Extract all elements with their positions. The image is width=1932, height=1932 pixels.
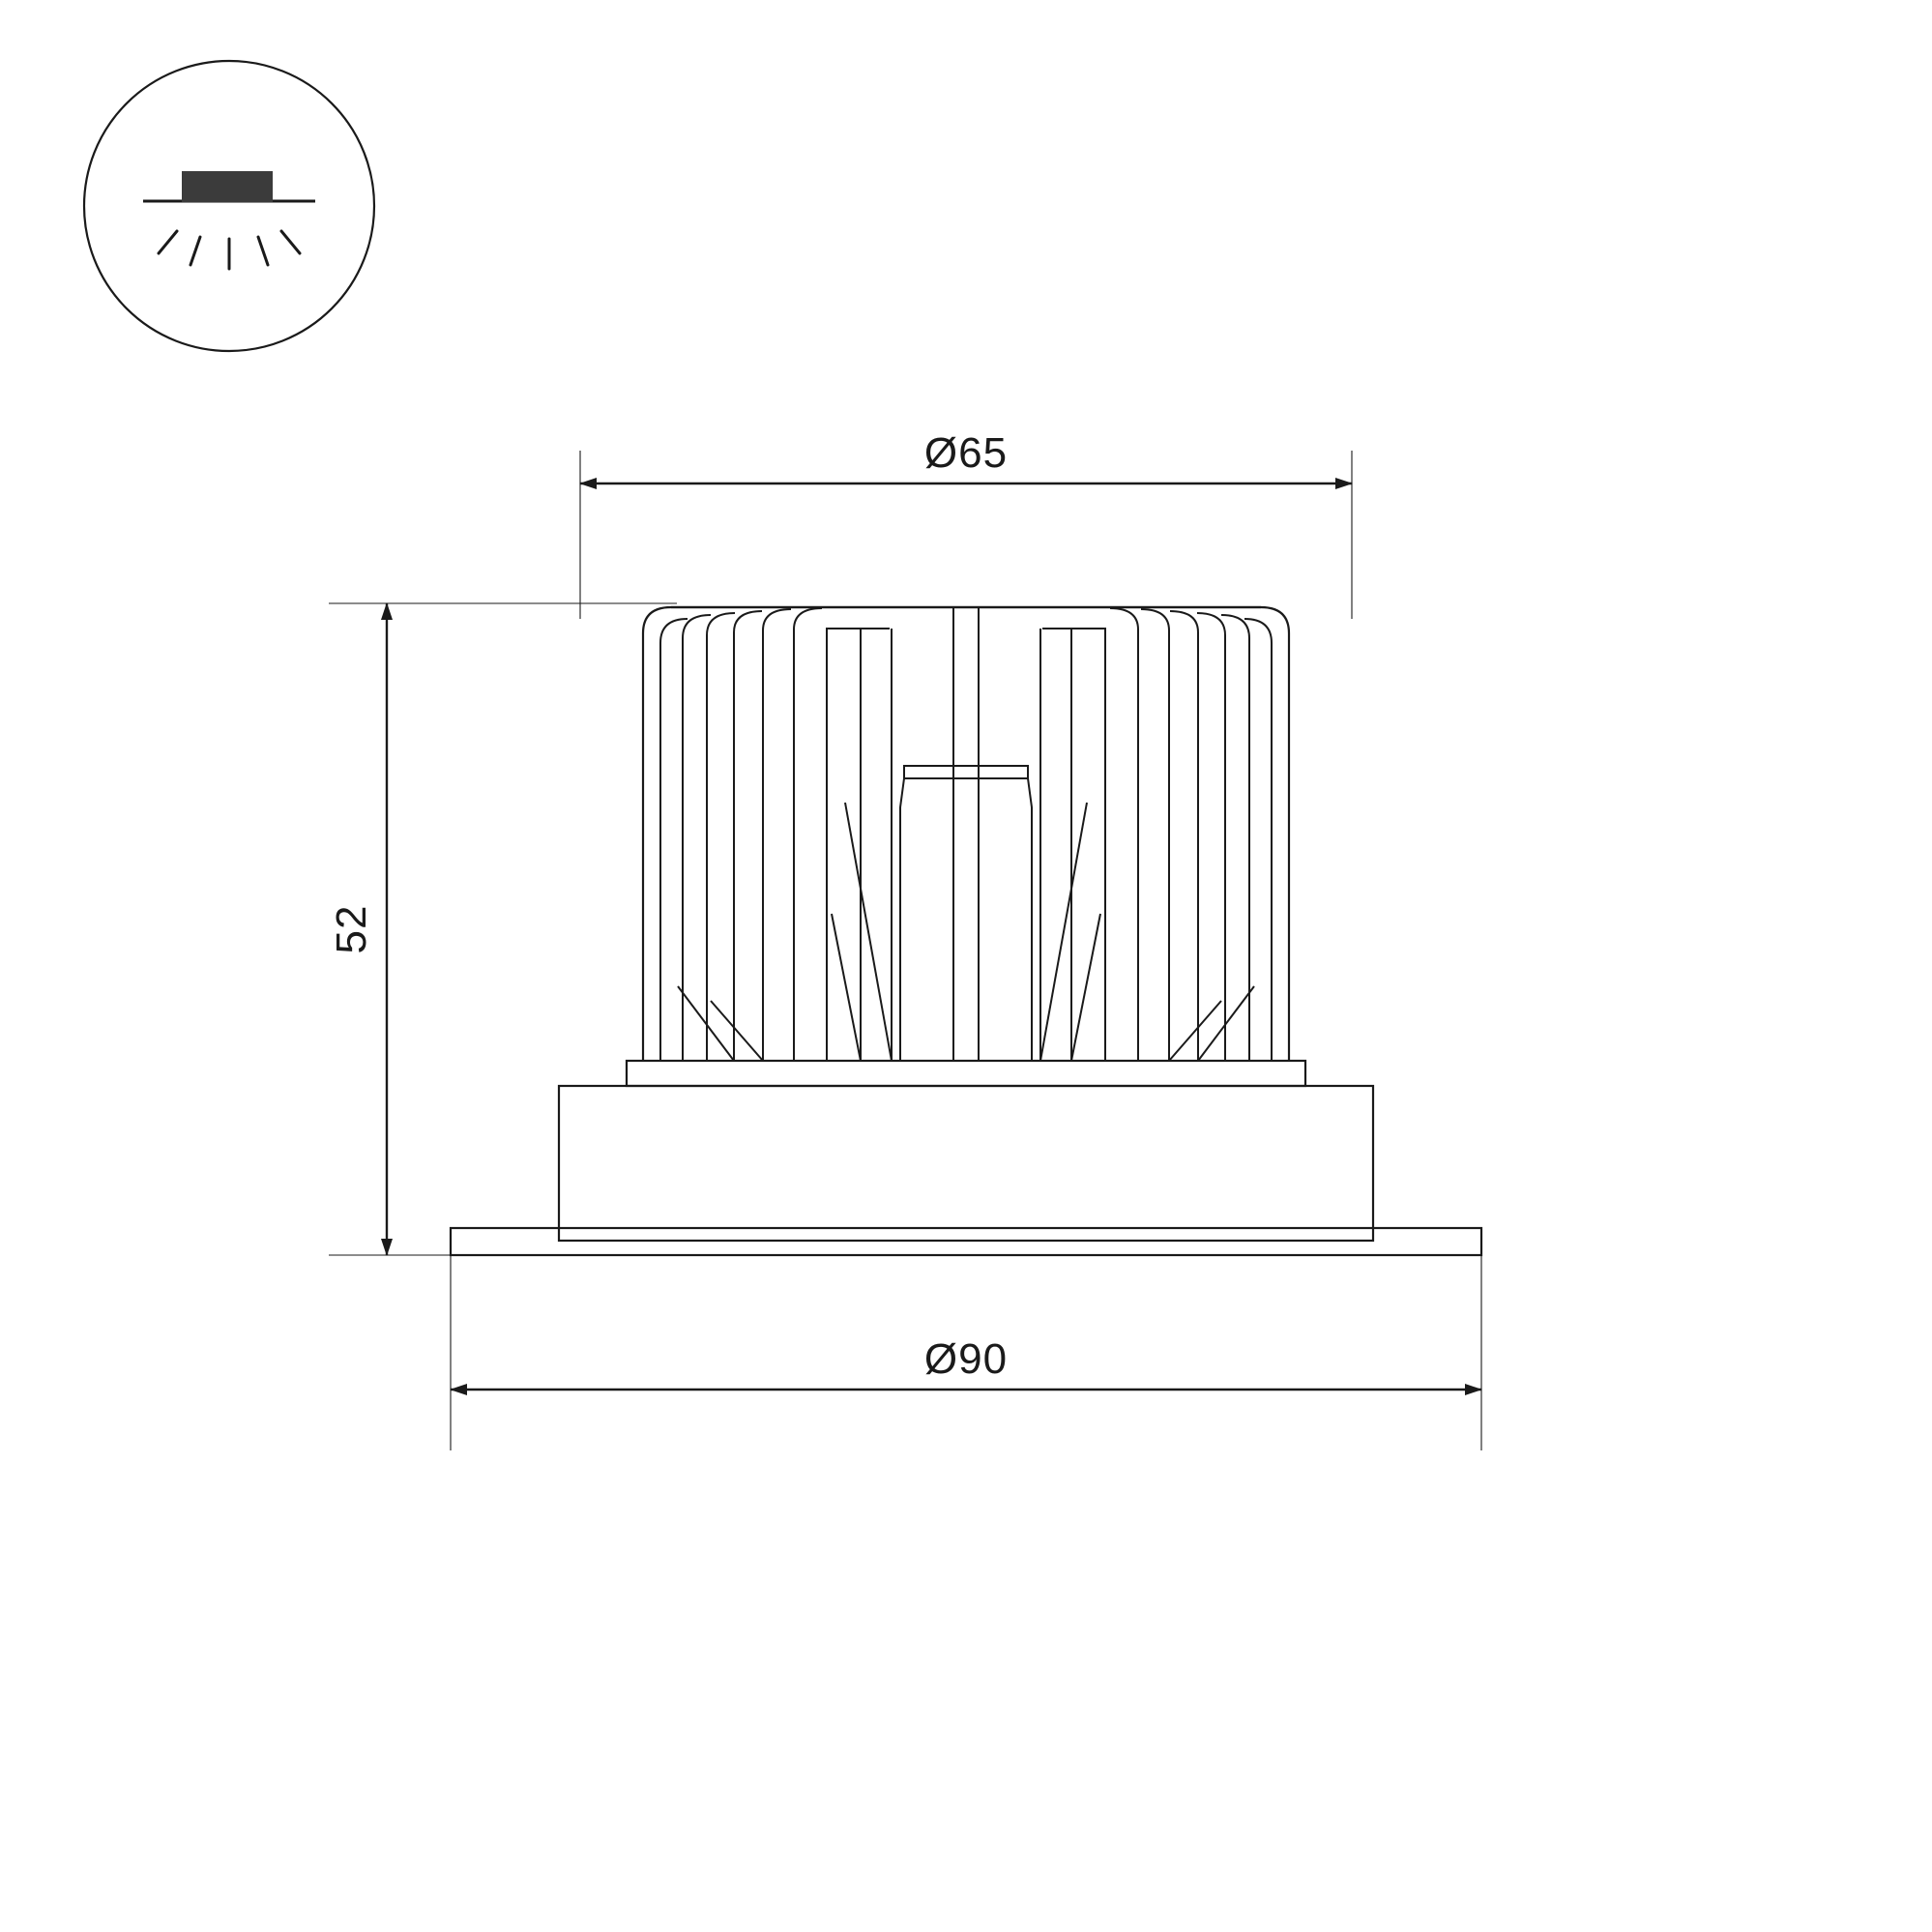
extension-lines <box>329 451 1481 1450</box>
dimension-label-flange-diameter: Ø90 <box>923 1335 1009 1383</box>
dimension-height <box>328 603 387 1255</box>
dimension-top-diameter <box>580 429 1352 483</box>
internal-optic-detail <box>678 766 1254 1061</box>
housing-barrel <box>559 1086 1373 1241</box>
dimension-label-height: 52 <box>328 904 375 954</box>
ceiling-recessed-mounting-symbol <box>84 61 374 351</box>
dimension-label-top-diameter: Ø65 <box>923 429 1009 477</box>
luminaire-side-view <box>451 607 1481 1255</box>
mounting-plate <box>627 1061 1305 1086</box>
heatsink-body <box>643 607 1289 1061</box>
dimension-flange-diameter <box>451 1335 1481 1390</box>
